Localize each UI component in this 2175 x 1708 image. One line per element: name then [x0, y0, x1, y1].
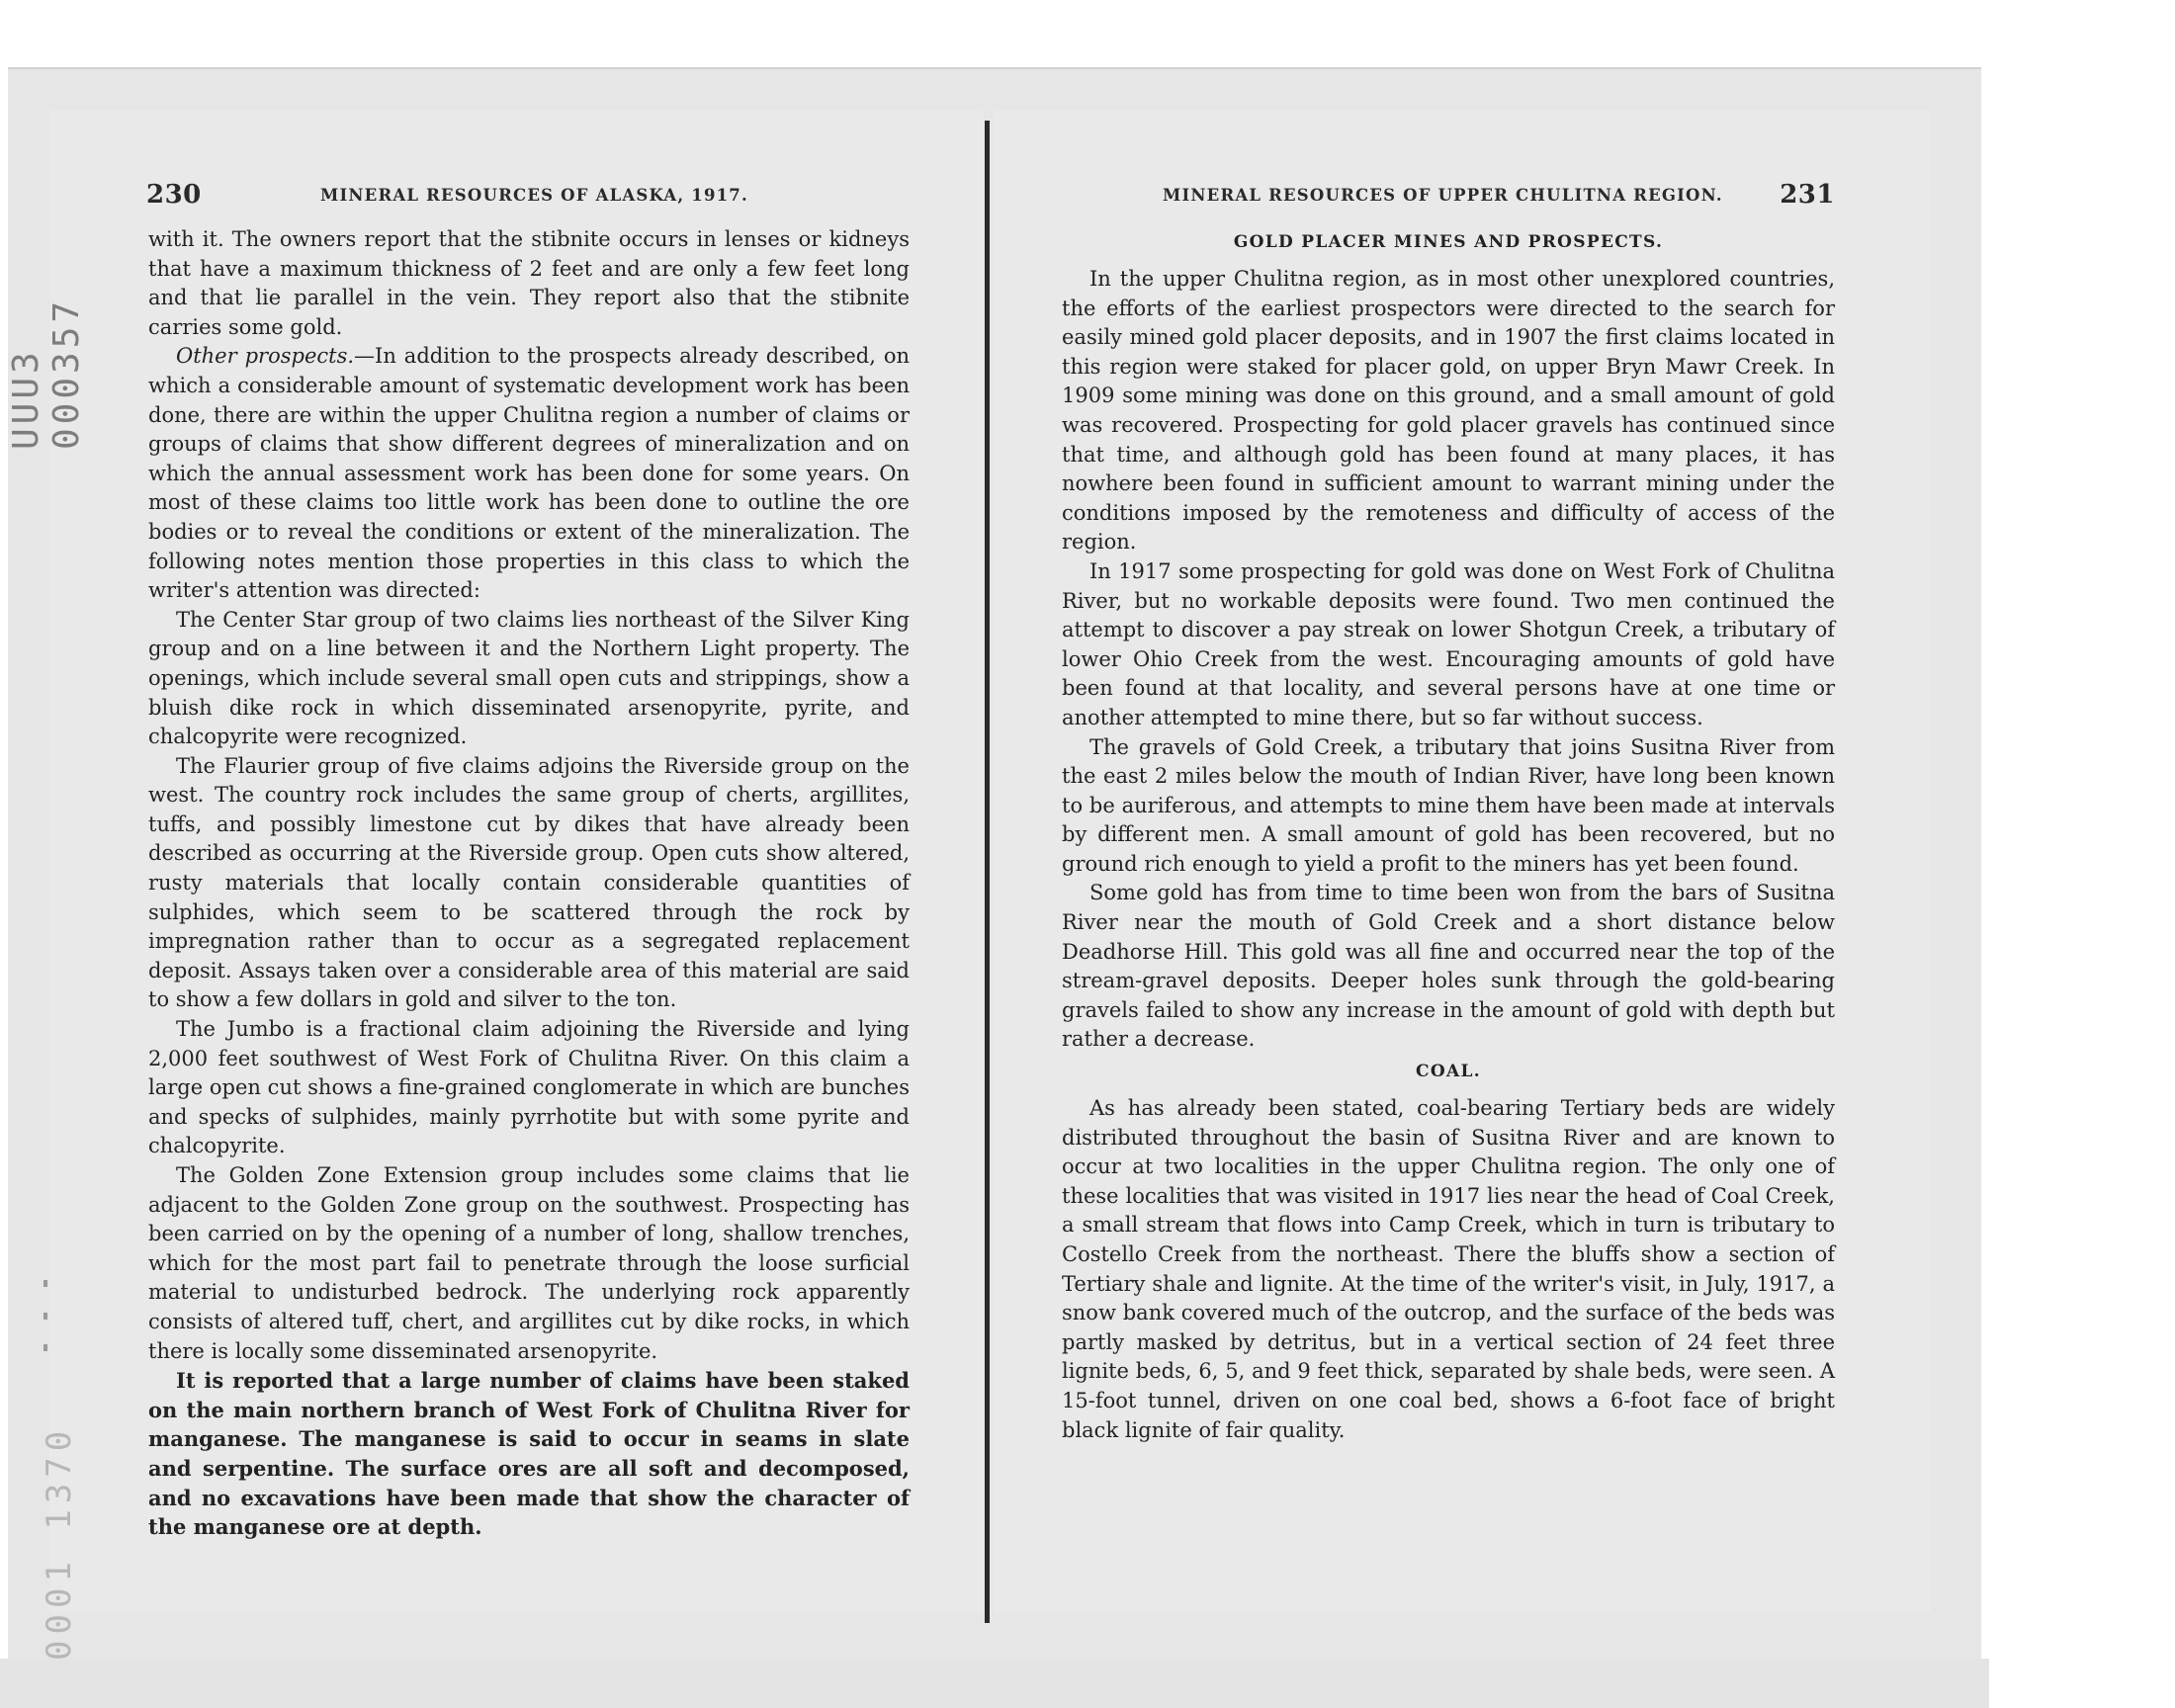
margin-stamp-lower: 0001 1370: [40, 1424, 79, 1661]
paragraph: In the upper Chulitna region, as in most other unexplored countries, the efforts of the earliest prospectors were directed to the search for easily mined gold placer deposits, and in 1907 the first claims located in this region were staked for placer gold, on upper Bryn Mawr Creek. In 1909 some mining was done on this ground, and a small amount of gold was recovered. Prospecting for gold placer gravels has continued since that time, and although gold has been found at many places, it has nowhere been found in sufficient amount to warrant mining under the conditions imposed by the remoteness and difficulty of access of the region.: [1062, 267, 1835, 555]
scan-margin-right: [1989, 0, 2175, 1708]
right-running-head: [1163, 180, 1835, 214]
section-heading-gold: GOLD PLACER MINES AND PROSPECTS.: [1233, 232, 1664, 252]
paragraph: As has already been stated, coal-bearing Tertiary beds are widely distributed throughout the basin of Susitna River and are known to occur at two localities in the upper Chulitna region. The only one of these localities that was visited in 1917 lies near the head of Coal Creek, a small stream that flows into Camp Creek, which in turn is tributary to Costello Creek from the northeast. There the bluffs show a section of Tertiary shale and lignite. At the time of the writer's visit, in July, 1917, a snow bank covered much of the outcrop, and the surface of the beds was partly masked by detritus, but in a vertical section of 24 feet three lignite beds, 6, 5, and 9 feet thick, separated by shale beds, were seen. A 15-foot tunnel, driven on one coal bed, shows a 6-foot face of bright black lignite of fair quality.: [1062, 1096, 1835, 1442]
margin-tick: [44, 1280, 47, 1287]
margin-stamp-upper: UUU3 000357: [6, 297, 87, 450]
paragraph: It is reported that a large number of claims have been staked on the main northern branch of West Fork of Chulitna River for manganese. The manganese is said to occur in seams in slate and serpentine. The surface ores are all soft and decomposed, and no excavations have been made that show the character of the manganese ore at depth.: [148, 1368, 910, 1540]
paragraph: The gravels of Gold Creek, a tributary that joins Susitna River from the east 2 miles below the mouth of Indian River, have long been known to be auriferous, and attempts to mine them have been made at intervals by different men. A small amount of gold has been recovered, but no ground rich enough to yield a profit to the miners has yet been found.: [1062, 734, 1835, 876]
right-text-column: [1062, 229, 1835, 1445]
right-page-number: 231: [1780, 180, 1835, 210]
left-page-number: 230: [146, 180, 202, 210]
paragraph: Some gold has from time to time been won from the bars of Susitna River near the mouth of Gold Creek and a short distance below Deadhorse Hill. This gold was all fine and occurred near the top of the stream-gravel deposits. Deeper holes sunk through the gold-bearing gravels failed to show any increase in the amount of gold with depth but rather a decrease.: [1062, 881, 1835, 1052]
right-running-title: MINERAL RESOURCES OF UPPER CHULITNA REGION.: [1163, 186, 1723, 205]
paragraph: Other prospects.—In addition to the prospects already described, on which a considerable amount of systematic development work has been done, there are within the upper Chulitna region a number of claims or groups of claims that show different degrees of mineralization and on which the annual assessment work has been done for some years. On most of these claims too little work has been done to outline the ore bodies or to reveal the conditions or extent of the mineralization. The following notes mention those properties in this class to which the writer's attention was directed:: [148, 344, 910, 603]
left-text-column: [148, 225, 910, 1542]
side-heading: Other prospects.: [176, 344, 355, 369]
left-running-title: MINERAL RESOURCES OF ALASKA, 1917.: [320, 186, 748, 205]
left-running-head: [146, 180, 917, 214]
paragraph: In 1917 some prospecting for gold was done on West Fork of Chulitna River, but no workable deposits were found. Two men continued the attempt to discover a pay streak on lower Shotgun Creek, a tributary of lower Ohio Creek from the west. Encouraging amounts of gold have been found at that locality, and several persons have at one time or another attempted to mine there, but so far without success.: [1062, 558, 1835, 729]
paragraph: The Golden Zone Extension group includes some claims that lie adjacent to the Golden Zone group on the southwest. Prospecting has been carried on by the opening of a number of long, shallow trenches, which for the most part fail to penetrate through the loose surficial material to undisturbed bedrock. The underlying rock apparently consists of altered tuff, chert, and argillites cut by dike rocks, in which there is locally some disseminated arsenopyrite.: [148, 1163, 910, 1363]
paragraph: The Center Star group of two claims lies northeast of the Silver King group and on a line between it and the Northern Light property. The openings, which include several small open cuts and strippings, show a bluish dike rock in which disseminated arsenopyrite, pyrite, and chalcopyrite were recognized.: [148, 607, 910, 749]
book-spine: [985, 121, 990, 1623]
paragraph: The Flaurier group of five claims adjoins the Riverside group on the west. The country rock includes the same group of cherts, argillites, tuffs, and possibly limestone cut by dikes that have already been described as occurring at the Riverside group. Open cuts show altered, rusty materials that locally contain considerable quantities of sulphides, which seem to be scattered through the rock by impregnation rather than to occur as a segregated replacement deposit. Assays taken over a considerable area of this material are said to show a few dollars in gold and silver to the ton.: [148, 753, 910, 1012]
paragraph: with it. The owners report that the stibnite occurs in lenses or kidneys that have a maximum thickness of 2 feet and are only a few feet long and that lie parallel in the vein. They report also that the stibnite carries some gold.: [148, 227, 910, 339]
margin-tick: [44, 1313, 47, 1320]
margin-tick: [44, 1344, 47, 1351]
scan-margin-bottom: [0, 1659, 1989, 1708]
paragraph: The Jumbo is a fractional claim adjoining the Riverside and lying 2,000 feet southwest of West Fork of Chulitna River. On this claim a large open cut shows a fine-grained conglomerate in which are bunches and specks of sulphides, mainly pyrrhotite but with some pyrite and chalcopyrite.: [148, 1017, 910, 1158]
section-heading-coal: COAL.: [1416, 1062, 1481, 1082]
